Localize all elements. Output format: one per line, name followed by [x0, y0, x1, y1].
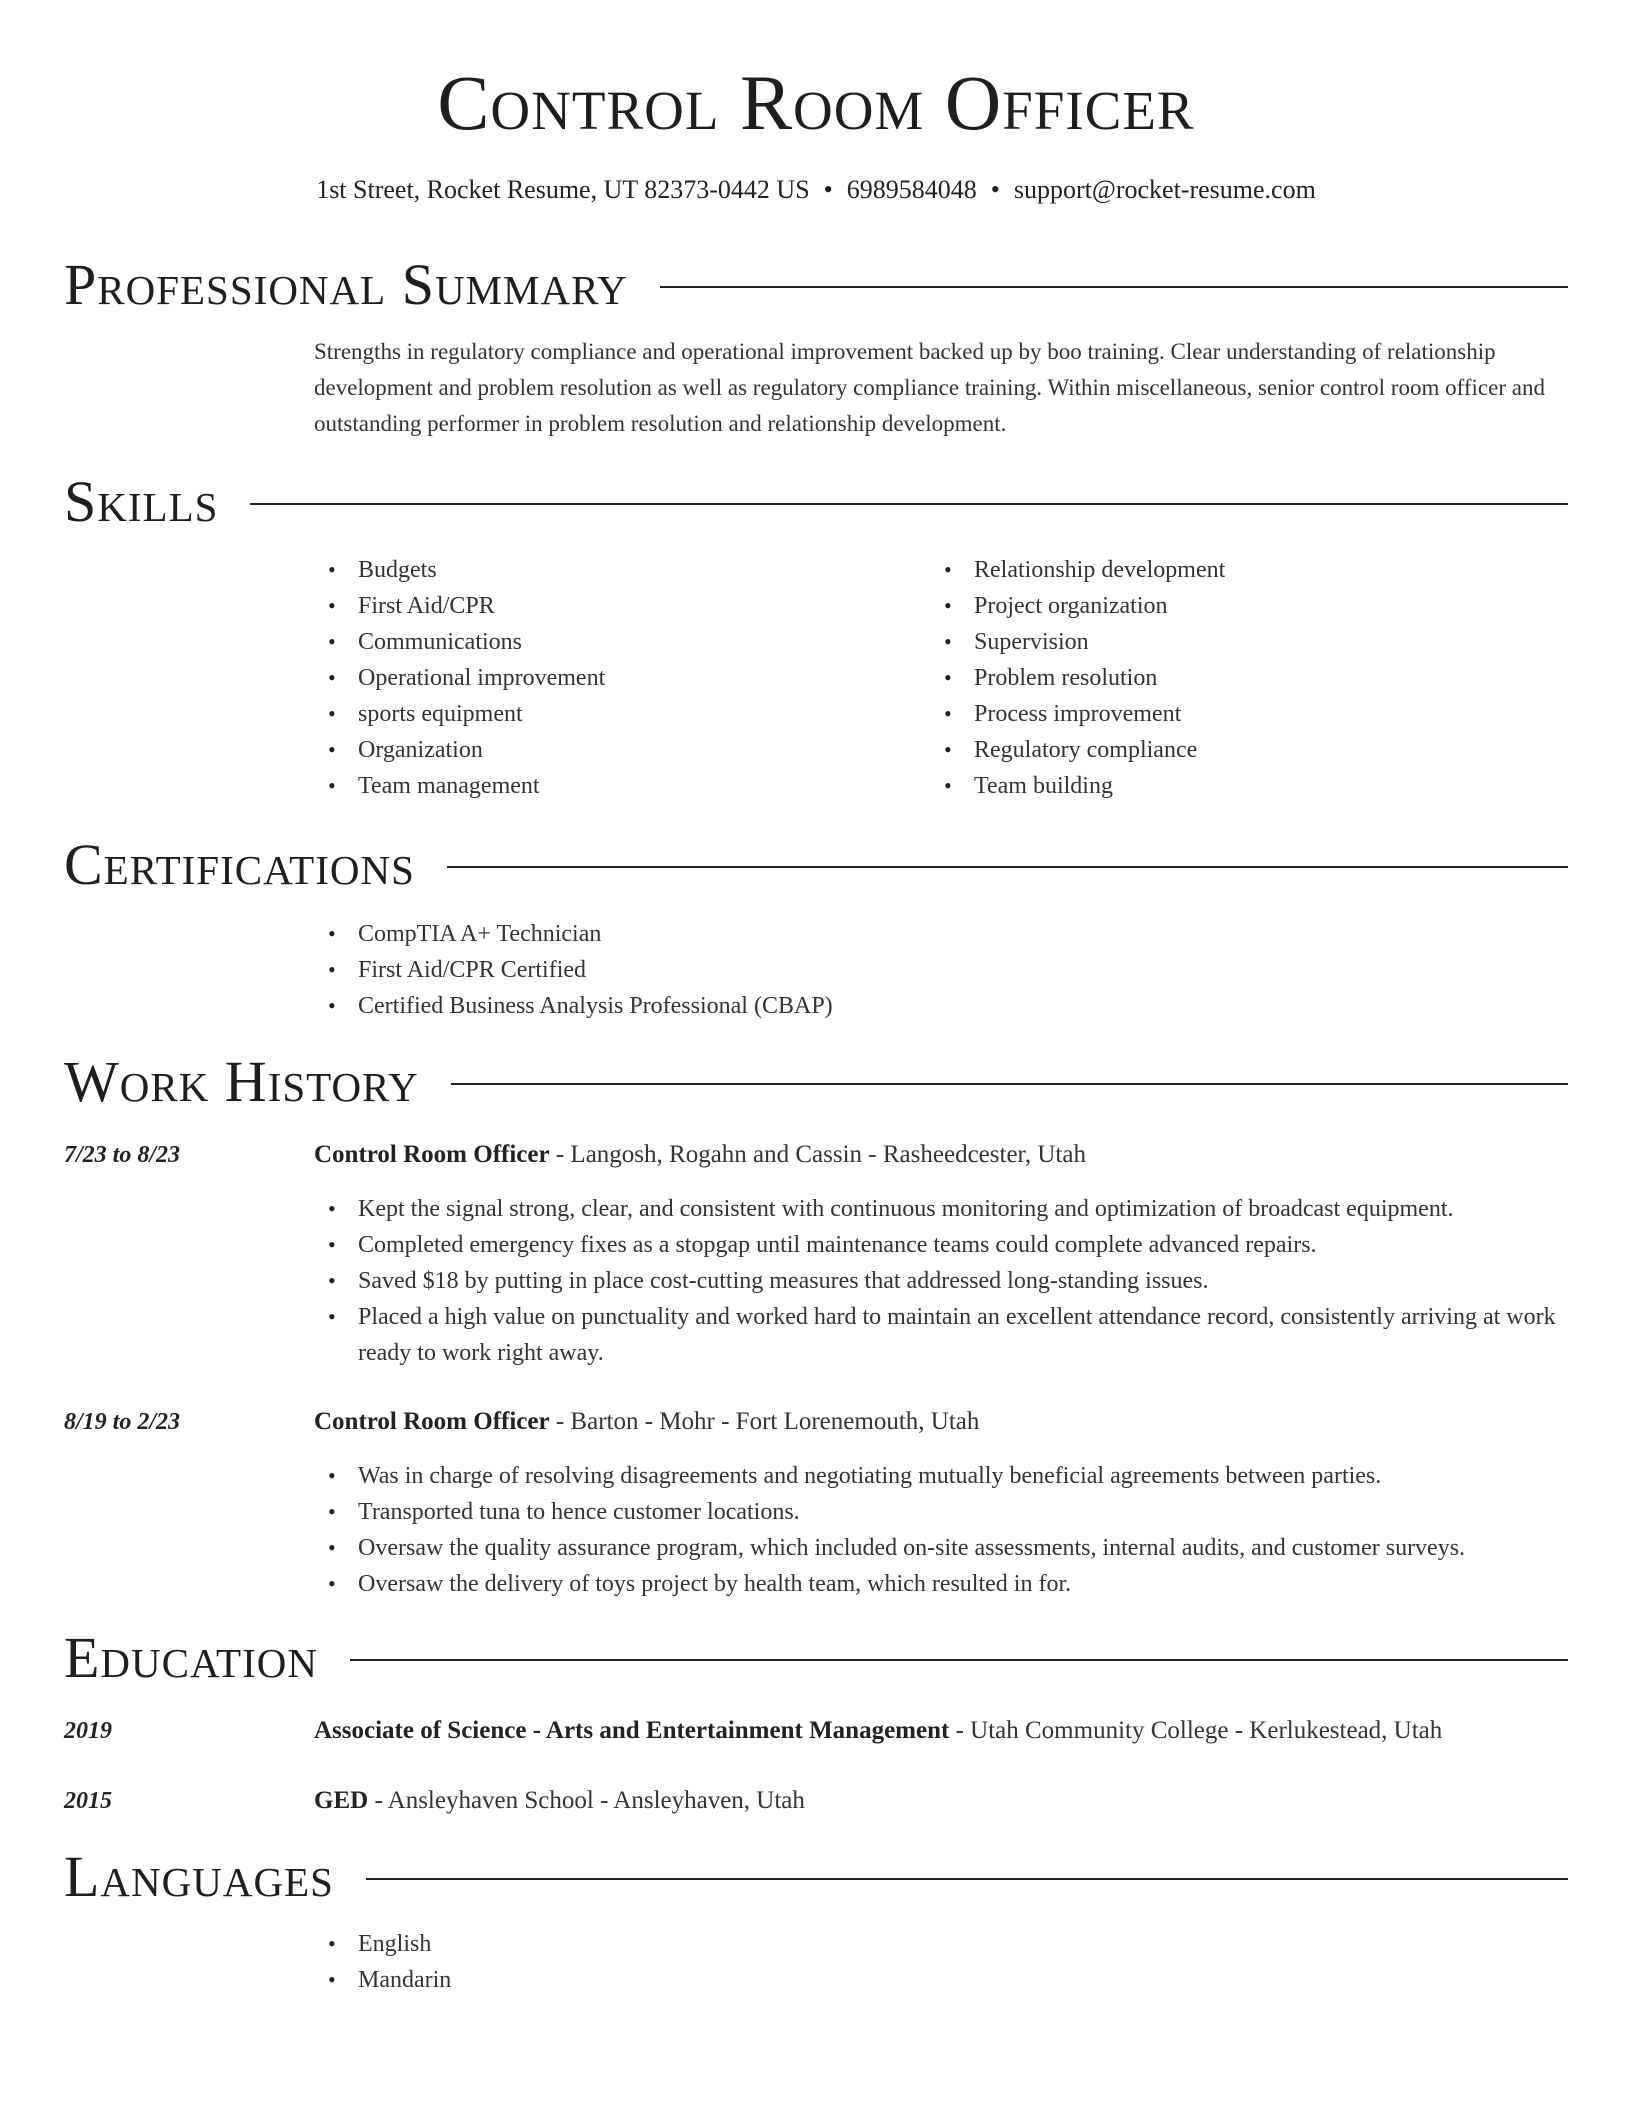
- education-degree: GED: [314, 1787, 369, 1814]
- languages-section-header: [64, 1844, 1568, 1909]
- job-dates: 8/19 to 2/23: [64, 1409, 181, 1435]
- certifications-section-title: Certifications: [64, 832, 415, 897]
- education-heading: [314, 1713, 1568, 1749]
- job-dates: 7/23 to 8/23: [64, 1142, 181, 1168]
- job-bullet: • Oversaw the quality assurance program, which included on-site assessments, internal audits, and customer surveys.: [314, 1530, 1568, 1566]
- skill-item: • Communications: [314, 624, 914, 660]
- education-heading: [314, 1783, 1568, 1819]
- skill-item: • Project organization: [930, 588, 1568, 624]
- skill-item: • Problem resolution: [930, 660, 1568, 696]
- job-bullet: • Completed emergency fixes as a stopgap until maintenance teams could complete advanced repairs.: [314, 1227, 1568, 1263]
- job-bullet: • Was in charge of resolving disagreements and negotiating mutually beneficial agreements between parties.: [314, 1458, 1568, 1494]
- education-year: 2015: [64, 1788, 112, 1814]
- job-role: Control Room Officer: [314, 1141, 550, 1168]
- skills-section-header: [64, 469, 1568, 534]
- education-year: 2019: [64, 1718, 112, 1744]
- summary-section-header: [64, 252, 1568, 317]
- section-divider: [660, 286, 1568, 288]
- skills-right-column: [930, 552, 1568, 804]
- section-divider: [451, 1083, 1568, 1085]
- skill-item: • Relationship development: [930, 552, 1568, 588]
- contact-email: support@rocket-resume.com: [1013, 175, 1316, 204]
- education-details: - Utah Community College - Kerlukestead, Utah: [949, 1717, 1443, 1744]
- contact-address: 1st Street, Rocket Resume, UT 82373-0442 US: [316, 175, 810, 204]
- skill-item: • Organization: [314, 732, 914, 768]
- education-section-header: [64, 1625, 1568, 1690]
- language-item: • English: [314, 1926, 1568, 1962]
- certifications-section-header: [64, 832, 1568, 897]
- job-bullets: [314, 1191, 1568, 1371]
- job-bullet: • Oversaw the delivery of toys project by health team, which resulted in for.: [314, 1566, 1568, 1602]
- languages-section-title: Languages: [64, 1844, 334, 1909]
- skill-item: • Process improvement: [930, 696, 1568, 732]
- certification-item: • Certified Business Analysis Professional (CBAP): [314, 988, 1568, 1024]
- job-details: - Barton - Mohr - Fort Lorenemouth, Utah: [549, 1408, 980, 1435]
- skills-left-column: [314, 552, 914, 804]
- job-bullet: • Saved $18 by putting in place cost-cutting measures that addressed long-standing issues.: [314, 1263, 1568, 1299]
- certification-item: • First Aid/CPR Certified: [314, 952, 1568, 988]
- skill-item: • Budgets: [314, 552, 914, 588]
- skill-item: • Supervision: [930, 624, 1568, 660]
- section-divider: [350, 1659, 1568, 1661]
- skill-item: • Regulatory compliance: [930, 732, 1568, 768]
- skill-item: • sports equipment: [314, 696, 914, 732]
- job-bullet: • Placed a high value on punctuality and worked hard to maintain an excellent attendance record, consistently arriving at work ready to work right away.: [314, 1299, 1568, 1371]
- languages-list: [314, 1926, 1568, 1998]
- education-degree: Associate of Science - Arts and Entertainment Management: [314, 1717, 950, 1744]
- section-divider: [447, 866, 1568, 868]
- job-bullets: [314, 1458, 1568, 1602]
- certification-item: • CompTIA A+ Technician: [314, 916, 1568, 952]
- section-divider: [366, 1878, 1568, 1880]
- certifications-list: [314, 916, 1568, 1024]
- section-divider: [250, 503, 1568, 505]
- job-bullet: • Transported tuna to hence customer locations.: [314, 1494, 1568, 1530]
- contact-separator: •: [823, 175, 833, 204]
- education-details: - Ansleyhaven School - Ansleyhaven, Utah: [368, 1787, 805, 1814]
- job-heading: [314, 1404, 1568, 1440]
- education-section-title: Education: [64, 1625, 318, 1690]
- job-role: Control Room Officer: [314, 1408, 550, 1435]
- job-details: - Langosh, Rogahn and Cassin - Rasheedcester, Utah: [549, 1141, 1086, 1168]
- language-item: • Mandarin: [314, 1962, 1568, 1998]
- contact-line: [64, 172, 1568, 208]
- contact-separator: •: [990, 175, 1000, 204]
- summary-text: Strengths in regulatory compliance and operational improvement backed up by boo training. Clear understanding of relationship development and problem resolution as well as regulatory compliance training. Within miscellaneous, senior control room officer and outstanding performer in problem resolution and relationship development.: [314, 339, 1545, 436]
- skill-item: • Operational improvement: [314, 660, 914, 696]
- job-heading: [314, 1137, 1568, 1173]
- work-section-title: Work History: [64, 1049, 419, 1114]
- contact-phone: 6989584048: [846, 175, 977, 204]
- skill-item: • Team building: [930, 768, 1568, 804]
- summary-section-title: Professional Summary: [64, 252, 628, 317]
- skill-item: • First Aid/CPR: [314, 588, 914, 624]
- skill-item: • Team management: [314, 768, 914, 804]
- resume-name: Control Room Officer: [437, 59, 1195, 146]
- work-section-header: [64, 1049, 1568, 1114]
- job-bullet: • Kept the signal strong, clear, and consistent with continuous monitoring and optimization of broadcast equipment.: [314, 1191, 1568, 1227]
- skills-section-title: Skills: [64, 469, 219, 534]
